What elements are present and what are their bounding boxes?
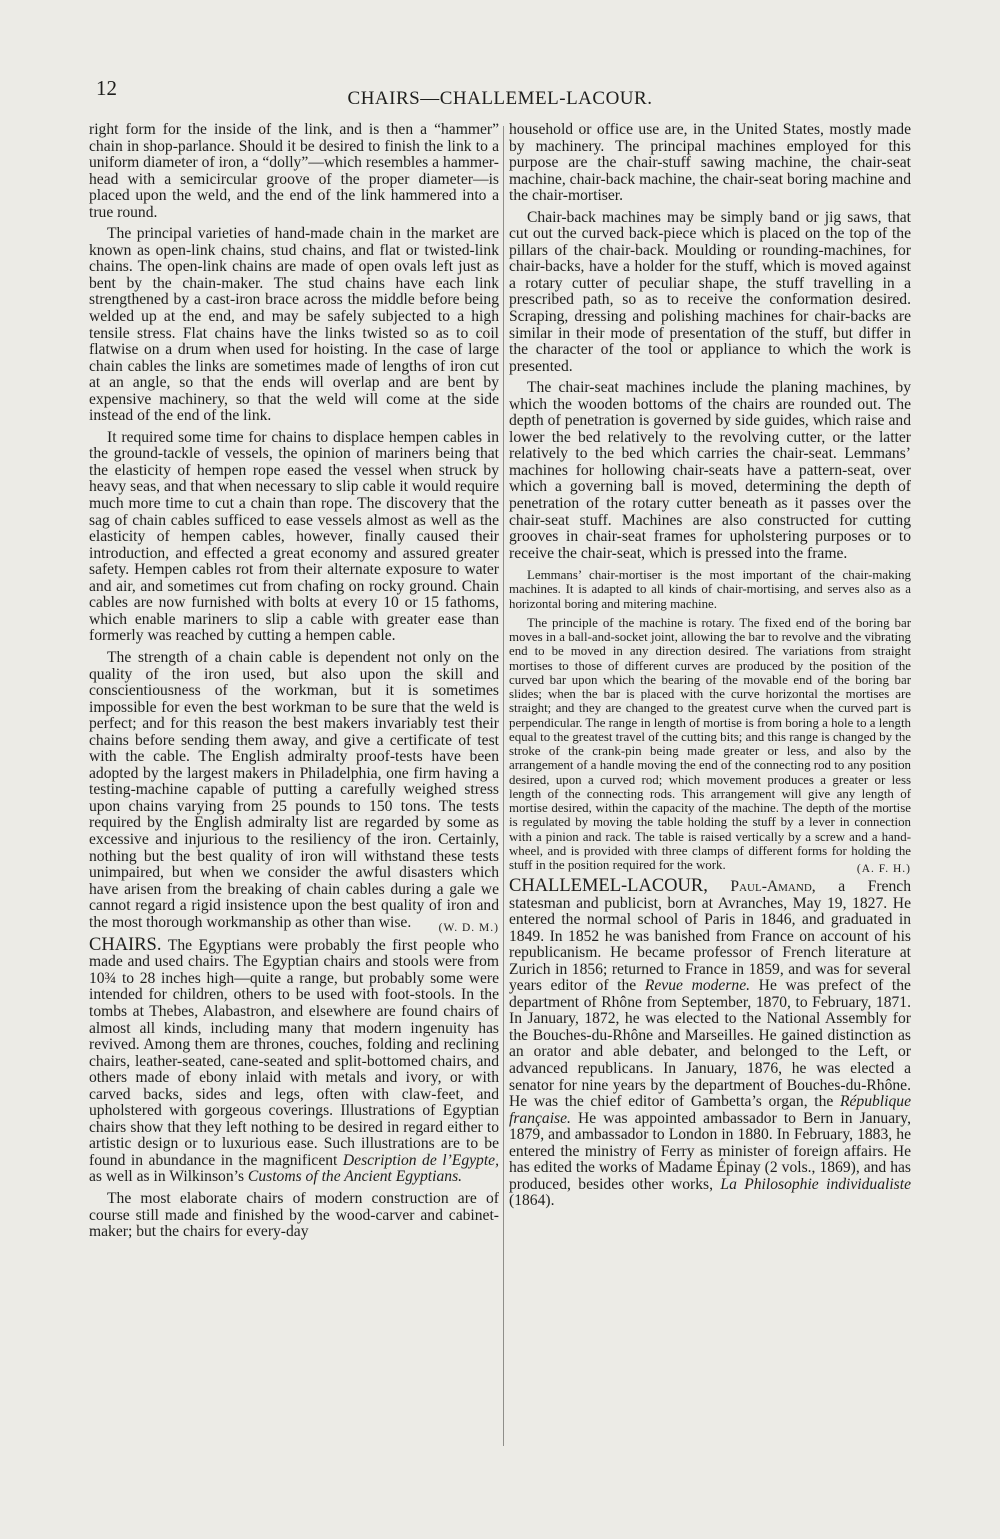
chairs-title-description: Description de l’Egypte,	[342, 1151, 499, 1169]
paragraph-chain-strength: The strength of a chain cable is dependent not only on the quality of the iron used, but also upon the skill and conscientiousness of the workman, but it is sometimes impossible for even the best workman to be sure that the weld is perfect; and for this reason the best makers invariably test their chains before sending them away, and give a certificate of test with the cable. The English admiralty proof-tests have been adopted by the largest makers in Philadelphia, one firm having a testing-machine capable of putting a carefully weighed stress upon chains varying from 25 pounds to 150 tons. The tests required by the English admiralty list are regarded by some as excessive and injurious to the resiliency of the iron. Certainly, nothing but the best quality of iron will withstand these tests unimpaired, but when we consider the awful disasters which have arisen from the breaking of chain cables during a gale we cannot regard a rigid insistence upon the best quality of iron and the most thorough workmanship as other than wise.	[89, 648, 499, 931]
paragraph-chain-cables: It required some time for chains to displace hempen cables in the ground-tackle of vessels, the opinion of mariners being that the elasticity of hempen rope eased the vessel when struck by heavy seas, and that when necessary to slip cable it would require much more time to cut a chain than rope. The discovery that the sag of chain cables sufficed to ease vessels almost as well as the elasticity of hempen cables, however, finally caused their introduction, and effected a great economy and assured greater safety. Hempen cables rot from their alternate exposure to water and air, and sometimes cut from chafing on rocky ground. Chain cables are now furnished with bolts at every 10 or 15 fathoms, which enable mariners to slip a cable with greater ease than formerly was reached by cutting a hempen cable.	[89, 428, 499, 645]
entry-heading-chairs: CHAIRS.	[89, 934, 162, 955]
running-head: CHAIRS—CHALLEMEL-LACOUR.	[347, 88, 653, 109]
entry-chairs	[89, 934, 499, 1186]
left-column	[89, 122, 499, 1246]
entry-challemel-lacour	[509, 878, 911, 1210]
entry-heading-challemel-lacour: CHALLEMEL-LACOUR,	[509, 876, 708, 897]
author-signature-chairs: (A. F. H.)	[856, 863, 911, 876]
cl-text-2: He was prefect of the department of Rhône from September, 1870, to February, 1871. In January, 1872, he was elected to the National Assembly for the Bouches-du-Rhône and Marseilles. He gained distinction as an orator and able debater, and belonged to the Left, or advanced republicans. In January, 1876, he was elected a senator for nine years by the department of Bouches-du-Rhône. He was the chief editor of Gambetta’s organ, the	[509, 977, 911, 1111]
cl-text-3: He was appointed ambassador to Bern in January, 1879, and ambassador to London in 1880. In February, 1883, he entered the ministry of Ferry as minister of foreign affairs. He has edited the works of Madame Épinay (2 vols., 1869), and has produced, besides other works,	[509, 1109, 911, 1193]
paragraph-chair-machines: household or office use are, in the United States, mostly made by machinery. The principal machines employed for this purpose are the chair-stuff sawing machine, the chair-seat machine, chair-back machine, the chair-seat boring machine and the chair-mortiser.	[509, 121, 911, 205]
paragraph-chair-back-machines: Chair-back machines may be simply band or jig saws, that cut out the curved back-piece which is placed on the top of the pillars of the chair-back. Moulding or rounding-machines, for chair-backs, have a holder for the stuff, which is moved against a rotary cutter of peculiar shape, the stuff travelling in a prescribed path, so as to receive the conformation desired. Scraping, dressing and polishing machines for chair-backs are similar in their mode of presentation of the stuff, but differ in the character of the tool or appliance to which the work is presented.	[509, 208, 911, 375]
paragraph-chain-varieties: The principal varieties of hand-made chain in the market are known as open-link chains, stud chains, and flat or twisted-link chains. The open-link chains are made of open ovals left just as bent by the chain-maker. The stud chains have each link strengthened by a cast-iron brace across the middle before being welded up at the end, and may be safely subjected to a high tensile stress. Flat chains have the links twisted so as to coil flatwise on a drum when used for hoisting. In the case of large chain cables the links are sometimes made of lengths of iron cut at an angle, so that the ends will overlap and are bent by expensive machinery, so that the weld will come at the side instead of the end of the link.	[89, 225, 499, 425]
cl-title-republique: République française.	[509, 1093, 911, 1127]
chairs-text-1: The Egyptians were probably the first people who made and used chairs. The Egyptian chairs and stools were from 10¾ to 28 inches high—quite a range, but probably some were intended for children, others to be used with foot-stools. In the tombs at Thebes, Alabastron, and elsewhere are found chairs of almost all kinds, including many that modern ingenuity has revived. Among them are thrones, couches, folding and reclining chairs, leather-seated, cane-seated and split-bottomed chairs, and others made of ebony inlaid with metals and ivory, or with carved backs, sides and legs, often with claw-feet, and upholstered with gorgeous coverings. Illustrations of Egyptian chairs show that they left nothing to be desired in regard either to artistic design or to luxurious ease. Such illustrations are to be found in abundance in the magnificent	[89, 936, 499, 1169]
chairs-title-customs: Customs of the Ancient Egyptians.	[247, 1168, 463, 1186]
paragraph-chain-link-finish: right form for the inside of the link, and is then a “hammer” chain in shop-parlance. Should it be desired to finish the link to a uniform diameter of iron, a “dolly”—which resembles a hammer-head with a semicircular groove of the proper diameter—is placed upon the weld, and the end of the link hammered into a true round.	[89, 121, 499, 221]
cl-title-philosophie: La Philosophie individualiste	[720, 1175, 911, 1193]
entry-given-names: Paul-Amand,	[730, 878, 816, 896]
column-divider	[503, 126, 504, 1446]
paragraph-modern-chairs: The most elaborate chairs of modern construction are of course still made and finished by the wood-carver and cabinet-maker; but the chairs for every-day	[89, 1190, 499, 1241]
cl-title-revue: Revue moderne.	[644, 977, 751, 995]
paragraph-chair-mortiser: Lemmans’ chair-mortiser is the most important of the chair-making machines. It is adapted to all kinds of chair-mortising, and serves also as a horizontal boring and mitering machine.	[509, 568, 911, 611]
page-number: 12	[96, 76, 117, 100]
right-column	[509, 122, 911, 1215]
paragraph-chair-seat-machines: The chair-seat machines include the planing machines, by which the wooden bottoms of the chairs are rounded out. The depth of penetration is governed by side guides, which raise and lower the bed relatively to the revolving cutter, or the latter relatively to the bed which carries the chair-seat. Lemmans’ machines for hollowing chair-seats have a pattern-seat, over which a governing ball is moved, determining the depth of penetration of the rotary cutter beneath as it passes over the chair-seat stuff. Machines are also constructed for cutting grooves in chair-seat frames for upholstering purposes or to receive the chair-seat, which is pressed into the frame.	[509, 379, 911, 562]
cl-text-1: a French statesman and publicist, born at Avranches, May 19, 1827. He entered the normal school of Paris in 1846, and graduated in 1849. In 1852 he was banished from France on account of his republicanism. He became professor of French literature at Zurich in 1856; returned to France in 1859, and was for several years editor of the	[509, 878, 911, 995]
author-signature-chain: (W. D. M.)	[438, 922, 499, 935]
chairs-text-2: as well as in Wilkinson’s	[89, 1168, 248, 1186]
cl-text-4: (1864).	[509, 1192, 555, 1210]
paragraph-mortiser-principle: The principle of the machine is rotary. The fixed end of the boring bar moves in a ball-and-socket joint, allowing the bar to revolve and the vibrating end to be moved in any direction desired. The variations from straight mortises to those of different curves are produced by the position of the curved bar upon which the bearing of the movable end of the boring bar slides; when the bar is placed with the curve horizontal the mortises are straight; and they are changed to the greatest curve when the curved part is perpendicular. The range in length of mortise is from boring a hole to a length equal to the greatest travel of the cutting bits; and this range is changed by the stroke of the crank-pin being made greater or less, and also by the arrangement of a handle moving the end of the connecting rod to any position desired, upon a curved rod; which movement produces a greater or less length of the connecting rods. This arrangement will give any length of mortise desired, within the capacity of the machine. The depth of the mortise is regulated by moving the table holding the stuff by a lever in connection with a pinion and rack. The table is raised vertically by a screw and a hand-wheel, and is provided with three clamps of different forms for holding the stuff in the position required for the work.	[509, 615, 911, 873]
